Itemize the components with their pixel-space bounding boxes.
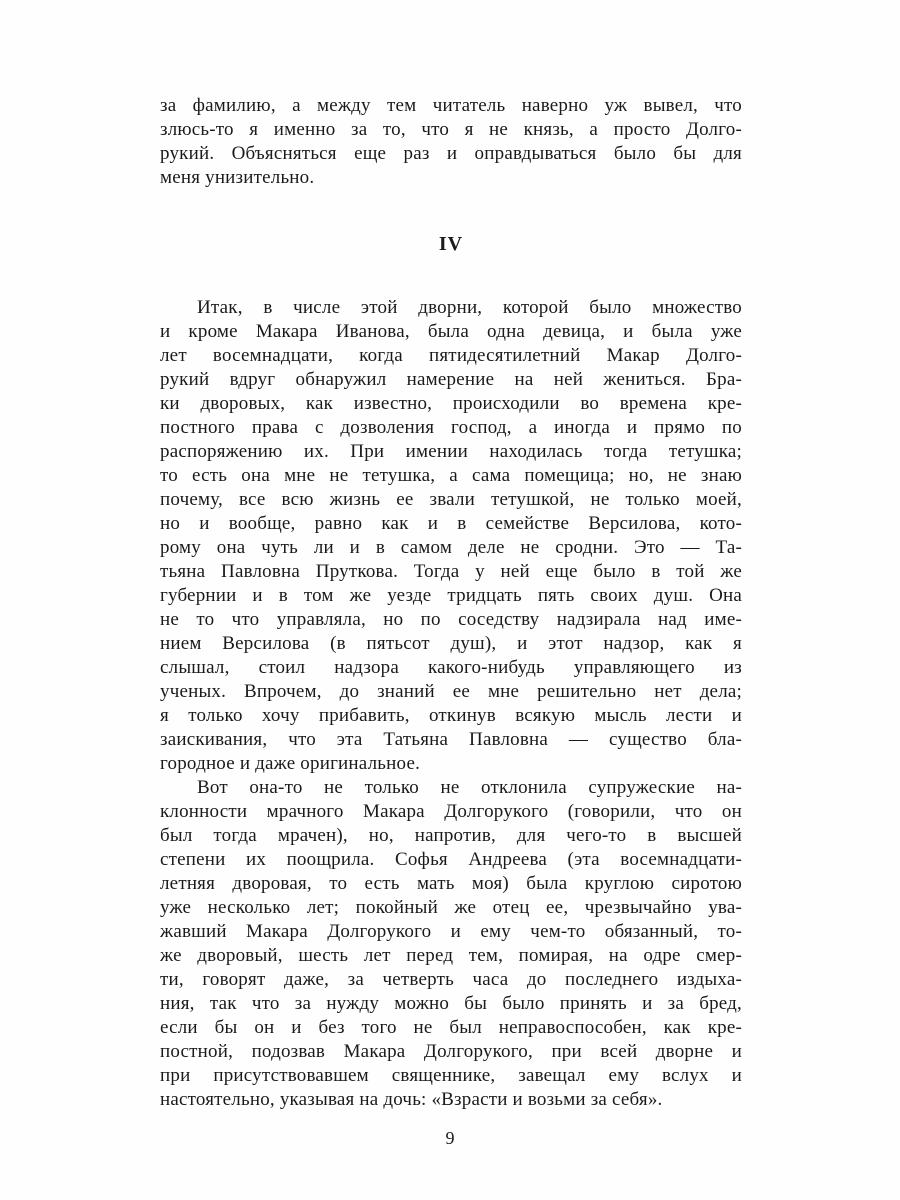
text-line: степени их поощрила. Софья Андреева (эта восемнадцати-	[160, 849, 742, 870]
text-line: ки дворовых, как известно, происходили во времена кре-	[160, 393, 742, 414]
text-line: жавший Макара Долгорукого и ему чем-то обязанный, то-	[160, 921, 742, 942]
text-line: же дворовый, шесть лет перед тем, помирая, на одре смер-	[160, 945, 742, 966]
text-line: постной, подозвав Макара Долгорукого, при всей дворне и	[160, 1041, 742, 1062]
text-line: меня унизительно.	[160, 167, 315, 188]
paragraph	[160, 776, 742, 1112]
page-content	[160, 94, 742, 1112]
text-line: заискивания, что эта Татьяна Павловна — существо бла-	[160, 729, 742, 750]
text-line: клонности мрачного Макара Долгорукого (говорили, что он	[160, 801, 742, 822]
text-line: злюсь-то я именно за то, что я не князь, а просто Долго-	[160, 119, 742, 140]
text-line: но и вообще, равно как и в семействе Версилова, кото-	[160, 513, 742, 534]
text-line: почему, все всю жизнь ее звали тетушкой, не только моей,	[160, 489, 742, 510]
text-line: ния, так что за нужду можно бы было принять и за бред,	[160, 993, 742, 1014]
text-line: ти, говорят даже, за четверть часа до последнего издыха-	[160, 969, 742, 990]
text-line: то есть она мне не тетушка, а сама помещица; но, не знаю	[160, 465, 742, 486]
text-line: тьяна Павловна Пруткова. Тогда у ней еще было в той же	[160, 561, 742, 582]
text-line: летняя дворовая, то есть мать моя) была круглою сиротою	[160, 873, 742, 894]
text-line: постного права с дозволения господ, а иногда и прямо по	[160, 417, 742, 438]
text-line: Итак, в числе этой дворни, которой было множество	[197, 297, 742, 318]
text-line: городное и даже оригинальное.	[160, 753, 421, 774]
text-line: не то что управляла, но по соседству надзирала над име-	[160, 609, 742, 630]
text-line: при присутствовавшем священнике, завещал ему вслух и	[160, 1065, 742, 1086]
text-line: был тогда мрачен), но, напротив, для чего-то в высшей	[160, 825, 742, 846]
text-line: нием Версилова (в пятьсот душ), и этот надзор, как я	[160, 633, 742, 654]
text-line: ученых. Впрочем, до знаний ее мне решительно нет дела;	[160, 681, 742, 702]
text-line: лет восемнадцати, когда пятидесятилетний Макар Долго-	[160, 345, 742, 366]
text-line: рому она чуть ли и в самом деле не сродни. Это — Та-	[160, 537, 742, 558]
text-line: распоряжению их. При имении находилась тогда тетушка;	[160, 441, 742, 462]
text-line: и кроме Макара Иванова, была одна девица, и была уже	[160, 321, 742, 342]
text-line: слышал, стоил надзора какого-нибудь управляющего из	[160, 657, 742, 678]
text-line: уже несколько лет; покойный же отец ее, чрезвычайно ува-	[160, 897, 742, 918]
text-line: настоятельно, указывая на дочь: «Взрасти и возьми за себя».	[160, 1089, 663, 1110]
chapter-heading: IV	[438, 233, 464, 255]
text-line: Вот она-то не только не отклонила супружеские на-	[197, 777, 742, 798]
page-number: 9	[445, 1128, 455, 1148]
text-line: рукий. Объясняться еще раз и оправдываться было бы для	[160, 143, 742, 164]
paragraph	[160, 94, 742, 190]
text-line: губернии и в том же уезде тридцать пять своих душ. Она	[160, 585, 742, 606]
paragraph	[160, 296, 742, 776]
text-line: рукий вдруг обнаружил намерение на ней жениться. Бра-	[160, 369, 742, 390]
text-line: если бы он и без того не был неправоспособен, как кре-	[160, 1017, 742, 1038]
text-line: за фамилию, а между тем читатель наверно уж вывел, что	[160, 95, 742, 116]
text-line: я только хочу прибавить, откинув всякую мысль лести и	[160, 705, 742, 726]
